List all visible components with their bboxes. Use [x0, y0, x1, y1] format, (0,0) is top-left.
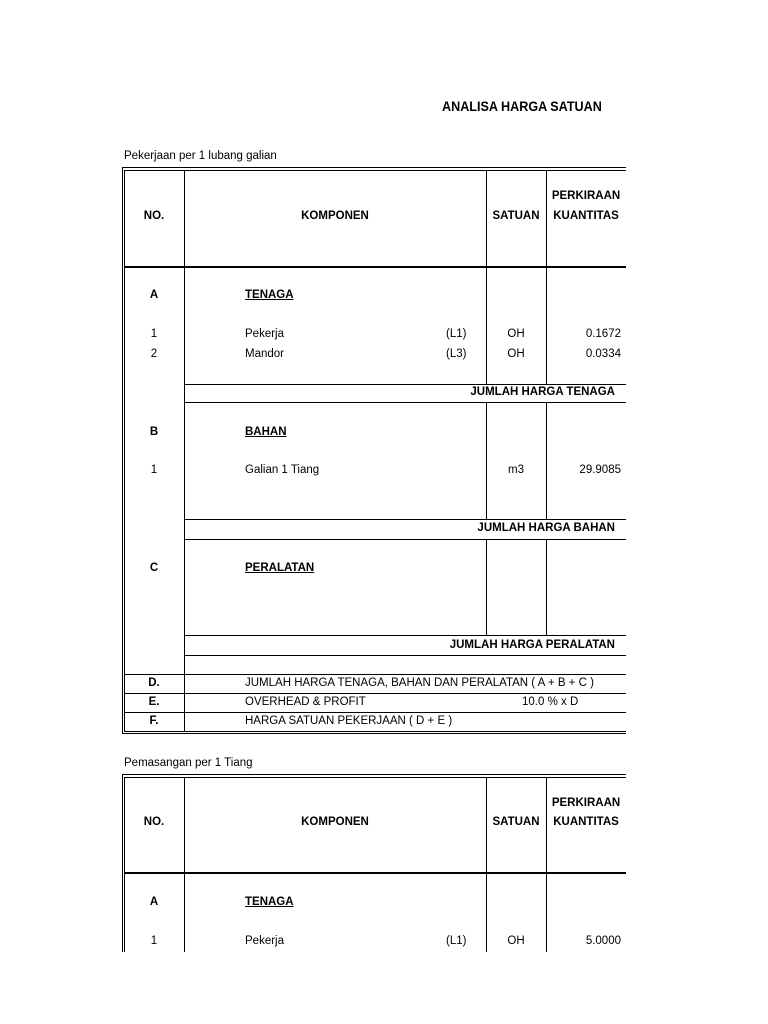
section-b-code: B: [149, 426, 159, 438]
t2-header-satuan: SATUAN: [492, 816, 540, 828]
header-satuan: SATUAN: [492, 210, 540, 222]
total-tenaga-label: JUMLAH HARGA TENAGA: [470, 386, 615, 398]
page-title: ANALISA HARGA SATUAN: [442, 98, 602, 114]
section-b-label: BAHAN: [245, 426, 287, 438]
header-kuantitas-2: KUANTITAS: [553, 210, 619, 222]
section-c-code: C: [149, 562, 159, 574]
header-no: NO.: [143, 210, 165, 222]
table1-caption: Pekerjaan per 1 lubang galian: [124, 150, 277, 162]
t2-header-kuantitas-2: KUANTITAS: [553, 816, 619, 828]
section-a-code: A: [149, 289, 159, 301]
section-c-label: PERALATAN: [245, 562, 315, 574]
total-peralatan-label: JUMLAH HARGA PERALATAN: [449, 639, 615, 651]
t2-section-a-code: A: [149, 896, 159, 908]
header-komponen: KOMPONEN: [301, 210, 369, 222]
total-bahan-label: JUMLAH HARGA BAHAN: [477, 522, 615, 534]
header-kuantitas-1: PERKIRAAN: [551, 190, 621, 202]
t2-header-kuantitas-1: PERKIRAAN: [551, 797, 621, 809]
t2-header-no: NO.: [143, 816, 165, 828]
table2-caption: Pemasangan per 1 Tiang: [124, 757, 253, 769]
t2-header-komponen: KOMPONEN: [301, 816, 369, 828]
section-a-label: TENAGA: [245, 289, 294, 301]
t2-section-a-label: TENAGA: [245, 896, 294, 908]
